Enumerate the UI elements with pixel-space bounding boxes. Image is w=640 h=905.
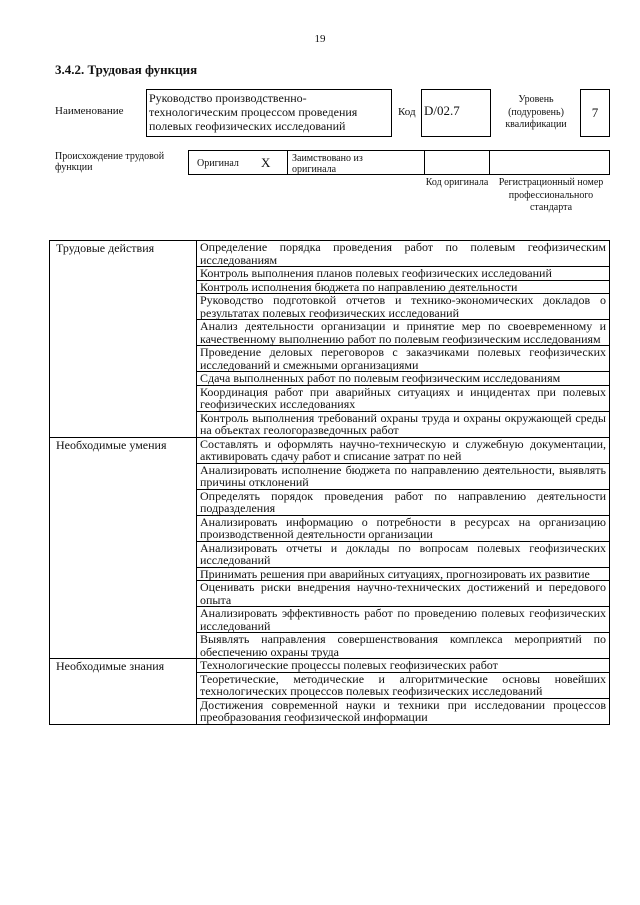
section-title: 3.4.2. Трудовая функция: [55, 62, 198, 77]
skill-item: Анализировать эффективность работ по проведению полевых геофизических исследований: [197, 607, 610, 633]
original-label: Оригинал: [197, 158, 239, 169]
action-item: Контроль выполнения планов полевых геофизических исследований: [197, 267, 610, 281]
registration-caption: Регистрационный номер профессионального стандарта: [498, 177, 604, 213]
registration-cell: [489, 150, 610, 175]
table-row: [50, 437, 610, 463]
section-title-skills: Необходимые умения: [50, 437, 197, 659]
action-item: Определение порядка проведения работ по полевым геофизическим исследованиям: [197, 241, 610, 267]
code-value: D/02.7: [424, 103, 460, 118]
skill-item: Оценивать риски внедрения научно-технических достижений и передового опыта: [197, 581, 610, 607]
action-item: Сдача выполненных работ по полевым геофизическим исследованиям: [197, 372, 610, 386]
knowledge-item: Теоретические, методические и алгоритмические основы новейших технологических процессов полевых геофизических исследований: [197, 672, 610, 698]
skill-item: Принимать решения при аварийных ситуациях, прогнозировать их развитие: [197, 567, 610, 581]
original-cell: [188, 150, 288, 175]
action-item: Руководство подготовкой отчетов и технико-экономических докладов о результатах полевых геофизических исследований: [197, 294, 610, 320]
name-value: Руководство производственно-технологическим процессом проведения полевых геофизических исследований: [149, 91, 358, 133]
action-item: Координация работ при аварийных ситуациях и инцидентах при полевых геофизических исследованиях: [197, 385, 610, 411]
name-label: Наименование: [55, 105, 124, 117]
borrowed-label: Заимствовано из оригинала: [292, 153, 363, 175]
code-box: [421, 89, 491, 137]
page-number: 19: [314, 33, 326, 45]
knowledge-item: Технологические процессы полевых геофизических работ: [197, 659, 610, 673]
code-caption: Код оригинала: [425, 177, 489, 188]
origin-code-cell: [424, 150, 490, 175]
skill-item: Составлять и оформлять научно-техническую и служебную документации, активировать сдачу работ и списание затрат по ней: [197, 437, 610, 463]
function-table: [49, 240, 610, 725]
knowledge-item: Достижения современной науки и техники при исследовании процессов преобразования геофизической информации: [197, 698, 610, 724]
origin-label: Происхождение трудовой функции: [55, 151, 165, 173]
borrowed-cell: [287, 150, 425, 175]
skill-item: Анализировать информацию о потребности в ресурсах на организацию производственной деятельности организации: [197, 515, 610, 541]
level-box: [580, 89, 610, 137]
action-item: Контроль выполнения требований охраны труда и охраны окружающей среды на объектах геологоразведочных работ: [197, 411, 610, 437]
table-row: [50, 241, 610, 267]
action-item: Проведение деловых переговоров с заказчиками полевых геофизических исследований и смежными организациями: [197, 346, 610, 372]
section-title-knowledge: Необходимые знания: [50, 659, 197, 725]
skill-item: Анализировать отчеты и доклады по вопросам полевых геофизических исследований: [197, 541, 610, 567]
action-item: Анализ деятельности организации и принятие мер по своевременному и качественному выполнению работ по полевым геофизическим исследованиям: [197, 320, 610, 346]
skill-item: Анализировать исполнение бюджета по направлению деятельности, выявлять причины отклонений: [197, 463, 610, 489]
level-value: 7: [591, 105, 599, 120]
original-mark: X: [261, 155, 271, 170]
skill-item: Выявлять направления совершенствования комплекса мероприятий по обеспечению охраны труда: [197, 633, 610, 659]
code-label: Код: [398, 106, 416, 118]
action-item: Контроль исполнения бюджета по направлению деятельности: [197, 280, 610, 294]
table-row: [50, 659, 610, 673]
level-label: Уровень (подуровень) квалификации: [505, 94, 567, 130]
skill-item: Определять порядок проведения работ по направлению деятельности подразделения: [197, 489, 610, 515]
section-title-actions: Трудовые действия: [50, 241, 197, 438]
name-box: [146, 89, 392, 137]
